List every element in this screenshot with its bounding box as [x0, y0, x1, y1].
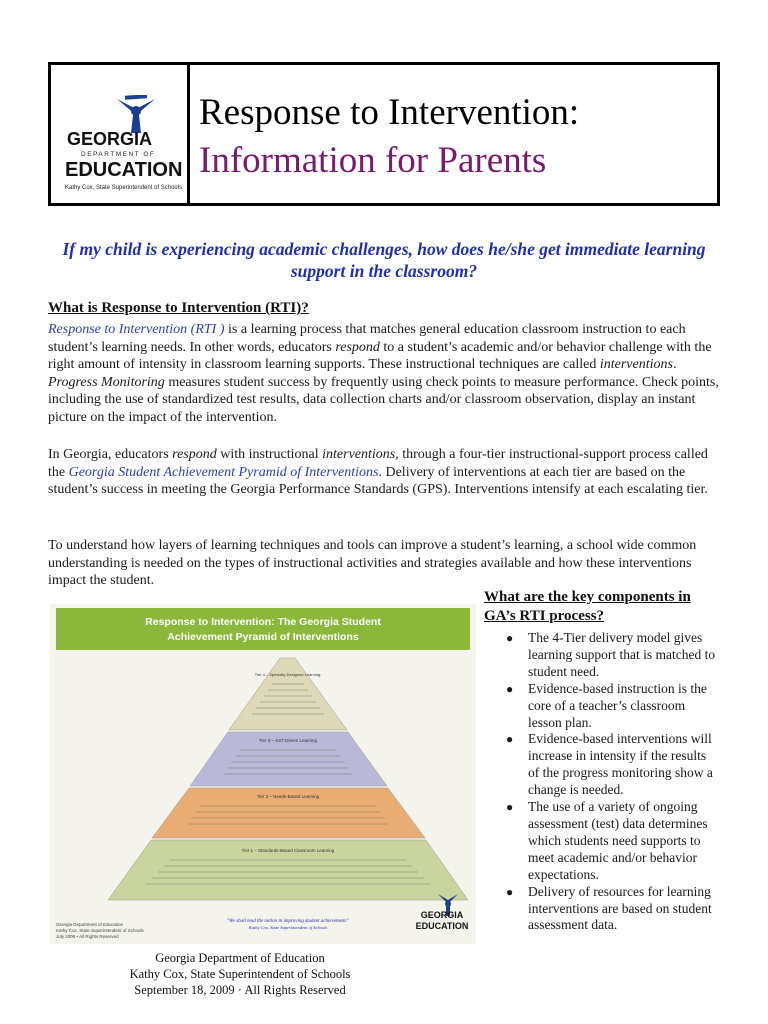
- rti-paragraph-1: Response to Intervention (RTI ) is a learning process that matches general education classroom instruction to each student’s learning needs. In other words, educators respond to a student’s academic and/or behavior challenge with the right amount of intensity in classroom learning supports. These instructional techniques are called interventions. Progress Monitoring measures student success by frequently using check points to measure performance. Check points, including the use of standardized test results, data collection charts and/or classroom observation, display an instant picture on the impact of the intervention.: [48, 322, 719, 425]
- pyramid-banner-line2: Achievement Pyramid of Interventions: [167, 631, 359, 643]
- logo-department-text: DEPARTMENT OF: [81, 151, 156, 158]
- key-components-heading: What are the key components in GA’s RTI process?: [484, 589, 691, 624]
- list-item: ● Evidence-based instruction is the core of a teacher’s classroom lesson plan.: [506, 680, 707, 730]
- rti-link[interactable]: Response to Intervention (RTI ): [48, 322, 225, 337]
- pyramid-credit-3: July 2008 • All Rights Reserved: [56, 934, 119, 939]
- pyramid-figure: [50, 604, 476, 944]
- ga-doe-logo: [51, 65, 190, 203]
- rti-paragraph-3: To understand how layers of learning techniques and tools can improve a student’s learning, a school wide common understanding is needed on the types of instructional activities and strategies available and how these interventions impact the student.: [48, 538, 697, 589]
- bullet-icon: ●: [506, 631, 514, 645]
- lead-question: If my child is experiencing academic challenges, how does he/she get immediate learning support in the classroom?: [62, 239, 706, 281]
- pyramid-logo-georgia: GEORGIA: [420, 910, 464, 920]
- list-item: ● The use of a variety of ongoing assessment (test) data determines which students need supports to meet academic and/or behavior expectations.: [506, 799, 708, 882]
- pyramid-diagram: [50, 604, 476, 944]
- pyramid-quote-by: Kathy Cox, State Superintendent of Schools: [248, 925, 328, 930]
- bullet-icon: ●: [506, 732, 514, 747]
- bullet-icon: ●: [506, 681, 514, 696]
- tier-2-title: Tier 2 – Needs-Based Learning: [256, 794, 320, 799]
- key-components-list: [498, 630, 720, 934]
- footer-line-2: Kathy Cox, State Superintendent of Schools: [129, 967, 351, 981]
- rti-heading: What is Response to Intervention (RTI)?: [48, 300, 309, 316]
- logo-superintendent-text: Kathy Cox, State Superintendent of Schools: [65, 185, 183, 191]
- pyramid-credit-2: Kathy Cox, State Superintendent of Schools: [56, 928, 144, 933]
- header-box: [48, 62, 720, 206]
- pyramid-banner-line1: Response to Intervention: The Georgia Student: [145, 616, 381, 628]
- logo-education-text: EDUCATION: [65, 159, 183, 181]
- tier-3-title: Tier 3 – SST-Driven Learning: [258, 738, 318, 743]
- logo-georgia-text: GEORGIA: [67, 129, 153, 149]
- rti-paragraph-2: In Georgia, educators respond with instructional interventions, through a four-tier instructional-support process called the Georgia Student Achievement Pyramid of Interventions. Delivery of interventions at each tier are based on the student’s success in meeting the Georgia Performance Standards (GPS). Interventions intensify at each escalating tier.: [48, 447, 708, 498]
- pyramid-quote: "We shall lead the nation in improving student achievement.": [226, 919, 350, 924]
- page-subtitle: Information for Parents: [199, 140, 547, 181]
- list-item: ● Evidence-based interventions will increase in intensity if the results of the progress monitoring show a change is needed.: [506, 731, 713, 798]
- bullet-icon: ●: [506, 800, 514, 815]
- pyramid-link[interactable]: Georgia Student Achievement Pyramid of Interventions: [68, 464, 379, 480]
- tier-1-title: Tier 1 – Standards-Based Classroom Learning: [241, 848, 335, 853]
- footer-line-1: Georgia Department of Education: [155, 951, 325, 965]
- list-item: ● The 4-Tier delivery model gives learning support that is matched to student need.: [506, 630, 716, 679]
- list-item: ● Delivery of resources for learning interventions are based on student assessment data.: [506, 883, 712, 933]
- pyramid-banner: [56, 608, 470, 650]
- footer-line-3: September 18, 2009 · All Rights Reserved: [134, 983, 346, 997]
- page-title: Response to Intervention:: [199, 92, 580, 133]
- bullet-icon: ●: [506, 884, 514, 899]
- tier-4-title: Tier 4 – Specially-Designed Learning:: [254, 672, 322, 677]
- page-footer: [110, 950, 370, 998]
- pyramid-logo-education: EDUCATION: [415, 921, 469, 931]
- pyramid-credit-1: Georgia Department of Education: [56, 922, 124, 927]
